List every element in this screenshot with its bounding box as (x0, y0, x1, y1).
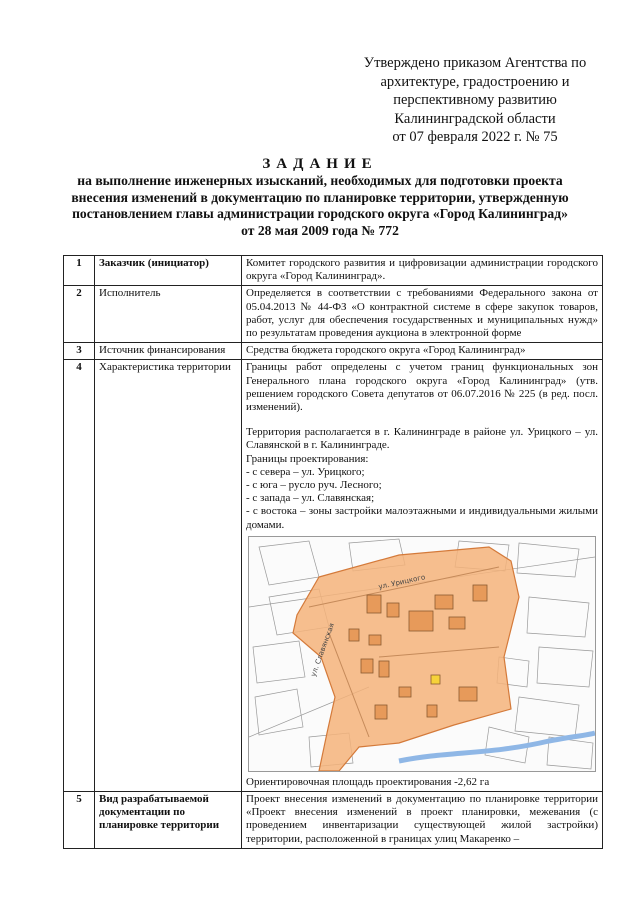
row-value-territory (242, 360, 603, 792)
border-item: - с востока – зоны застройки малоэтажными и индивидуальными жилыми домами. (246, 505, 598, 531)
subtitle-line: постановлением главы администрации городского округа «Город Калининград» (72, 206, 568, 221)
row-value: Средства бюджета городского округа «Город Калининград» (242, 343, 603, 360)
row-label: Вид разрабатываемой документации по планировке территории (95, 792, 242, 849)
table-row (64, 256, 603, 286)
document-title-block (20, 155, 620, 239)
row-value: Проект внесения изменений в документацию по планировке территории «Проект внесения изменений в проект планировки, межевания (с проведением инвентаризации существующей жилой застройки) территории, расположенной в границах улиц Макаренко – (242, 792, 603, 849)
row-label: Источник финансирования (95, 343, 242, 360)
row-number: 4 (64, 360, 95, 792)
approval-line: перспективному развитию (393, 92, 557, 108)
row-label: Характеристика территории (95, 360, 242, 792)
task-table (63, 255, 603, 849)
row-number: 1 (64, 256, 95, 286)
approval-line: Утверждено приказом Агентства по (363, 55, 587, 71)
area-estimate: Ориентировочная площадь проектирования -2,62 га (246, 775, 490, 788)
border-item: - с запада – ул. Славянская; (246, 492, 375, 505)
table-row (64, 286, 603, 343)
row-value: Определяется в соответствии с требованиями Федерального закона от 05.04.2013 № 44-ФЗ «О контрактной системе в сфере закупок товаров, работ, услуг для обеспечения государственных и муниципальных нужд» по результатам проведения аукциона в электронной форме (242, 286, 603, 343)
border-item: - с севера – ул. Урицкого; (246, 465, 365, 478)
table-row (64, 360, 603, 792)
site-map (248, 536, 596, 772)
row-number: 3 (64, 343, 95, 360)
row-label: Исполнитель (95, 286, 242, 343)
map-street-label: ул. Славянская (309, 621, 337, 678)
table-row (64, 343, 603, 360)
approval-block (330, 54, 620, 147)
subtitle-line: от 28 мая 2009 года № 772 (241, 222, 399, 238)
approval-line: архитектуре, градостроению и (380, 73, 570, 90)
borders-title: Границы проектирования: (246, 452, 369, 465)
subtitle-line: внесения изменений в документацию по планировке территории, утвержденную (71, 189, 569, 205)
row-number: 5 (64, 792, 95, 849)
territory-location: Территория располагается в г. Калининграде в районе ул. Урицкого – ул. Славянской в г. Калининграде. (246, 426, 598, 452)
approval-line: Калининградской области (394, 110, 556, 127)
border-item: - с юга – русло руч. Лесного; (246, 479, 382, 492)
row-number: 2 (64, 286, 95, 343)
document-title: ЗАДАНИЕ (262, 156, 378, 172)
territory-paragraph: Границы работ определены с учетом границ функциональных зон Генерального плана городского округа «Город Калининград» (утв. решением городского Совета депутатов от 06.07.2016 № 225 (в ред. посл. изменений). (246, 361, 598, 414)
row-value: Комитет городского развития и цифровизации администрации городского округа «Город Калининград». (242, 256, 603, 286)
approval-line: от 07 февраля 2022 г. № 75 (392, 129, 558, 145)
table-row (64, 792, 603, 849)
subtitle-line: на выполнение инженерных изысканий, необходимых для подготовки проекта (77, 173, 563, 188)
map-street-label: ул. Урицкого (377, 573, 426, 591)
row-label: Заказчик (инициатор) (95, 256, 242, 286)
